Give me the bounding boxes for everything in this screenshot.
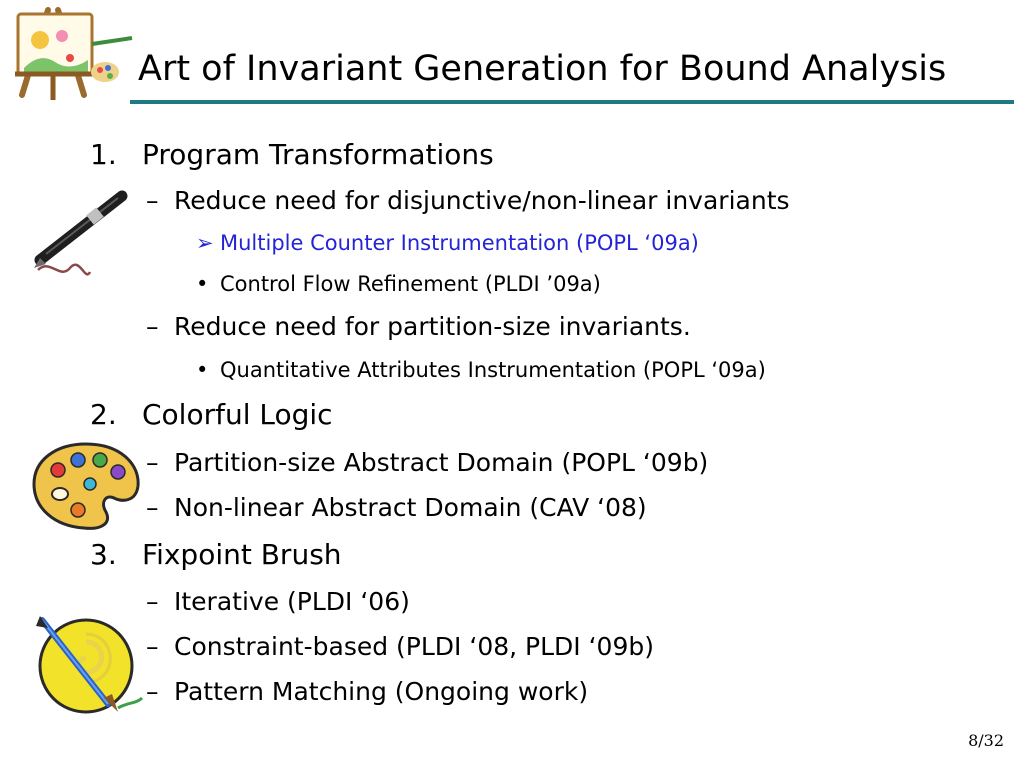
list-marker: • <box>196 358 209 382</box>
list-item-highlighted <box>196 230 699 256</box>
list-item <box>146 587 410 617</box>
list-item <box>90 138 494 172</box>
list-item-text: Multiple Counter Instrumentation (POPL ‘09a) <box>220 231 699 255</box>
list-item <box>146 493 647 523</box>
list-item-text: Colorful Logic <box>142 398 333 431</box>
list-marker: – <box>146 677 159 706</box>
list-item <box>146 448 709 478</box>
list-marker: 1. <box>90 138 117 171</box>
title-rule <box>130 100 1014 104</box>
list-item-text: Partition-size Abstract Domain (POPL ‘09b) <box>174 448 709 477</box>
list-marker: • <box>196 272 209 296</box>
list-marker: – <box>146 632 159 661</box>
list-item <box>90 398 333 432</box>
list-item-text: Non-linear Abstract Domain (CAV ‘08) <box>174 493 647 522</box>
list-item <box>196 271 601 297</box>
page-number: 8/32 <box>968 731 1004 750</box>
list-marker: – <box>146 587 159 616</box>
list-marker: – <box>146 448 159 477</box>
list-item <box>146 632 654 662</box>
list-item <box>146 312 691 342</box>
list-item-text: Iterative (PLDI ‘06) <box>174 587 410 616</box>
list-item-text: Quantitative Attributes Instrumentation (POPL ‘09a) <box>220 358 766 382</box>
easel-icon <box>0 0 135 104</box>
list-marker: – <box>146 312 159 341</box>
list-marker: 2. <box>90 398 117 431</box>
list-item <box>196 357 766 383</box>
list-marker: 3. <box>90 538 117 571</box>
arrow-bullet-icon: ➢ <box>196 231 214 255</box>
list-item <box>146 186 790 216</box>
pen-icon <box>30 188 140 288</box>
list-item <box>90 538 342 572</box>
list-item-text: Program Transformations <box>142 138 494 171</box>
list-marker: – <box>146 186 159 215</box>
brush-icon <box>34 612 144 716</box>
list-item-text: Constraint-based (PLDI ‘08, PLDI ‘09b) <box>174 632 654 661</box>
list-item-text: Reduce need for disjunctive/non-linear invariants <box>174 186 790 215</box>
list-item <box>146 677 589 707</box>
list-marker: – <box>146 493 159 522</box>
slide-title: Art of Invariant Generation for Bound Analysis <box>138 49 947 89</box>
palette-icon <box>30 440 142 532</box>
list-item-text: Fixpoint Brush <box>142 538 342 571</box>
list-item-text: Control Flow Refinement (PLDI ’09a) <box>220 272 601 296</box>
list-item-text: Pattern Matching (Ongoing work) <box>174 677 589 706</box>
list-item-text: Reduce need for partition-size invariants. <box>174 312 691 341</box>
